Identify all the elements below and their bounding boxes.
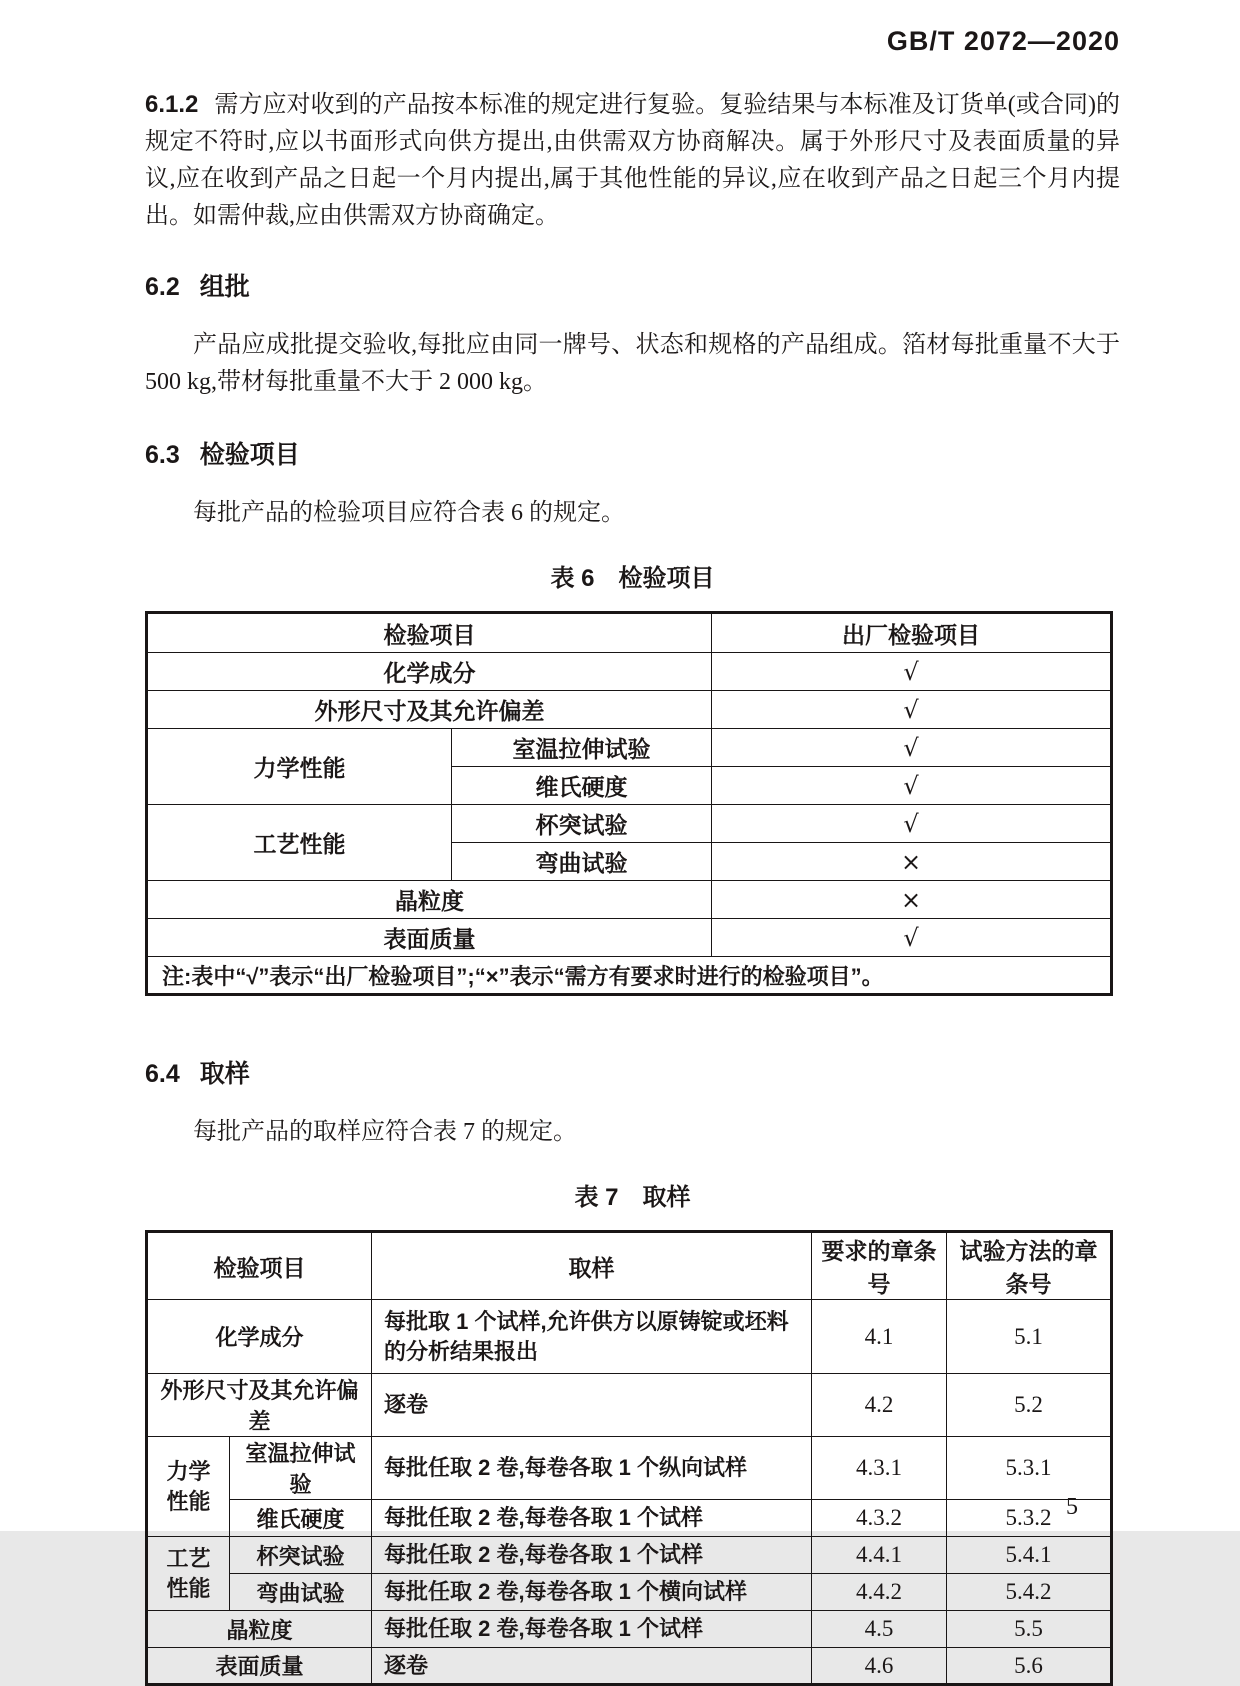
requirement-ref-cell: 4.1 xyxy=(812,1300,947,1374)
item-cell: 表面质量 xyxy=(147,1648,372,1685)
sampling-cell: 每批任取 2 卷,每卷各取 1 个试样 xyxy=(372,1537,812,1574)
table-row xyxy=(147,919,1112,957)
mark-cell: √ xyxy=(712,691,1112,729)
item-cell: 外形尺寸及其允许偏差 xyxy=(147,1374,372,1437)
heading-6-2 xyxy=(145,267,1120,303)
item-cell: 维氏硬度 xyxy=(230,1500,372,1537)
mark-cell: √ xyxy=(712,729,1112,767)
mark-cell: √ xyxy=(712,653,1112,691)
requirement-ref-cell: 4.5 xyxy=(812,1611,947,1648)
clause-title: 组批 xyxy=(199,273,250,301)
item-cell: 晶粒度 xyxy=(147,1611,372,1648)
mark-cell: √ xyxy=(712,767,1112,805)
group-cell: 工艺性能 xyxy=(147,805,452,881)
item-cell: 维氏硬度 xyxy=(452,767,712,805)
item-cell: 杯突试验 xyxy=(452,805,712,843)
item-cell: 室温拉伸试验 xyxy=(452,729,712,767)
table7-caption: 表 7 取样 xyxy=(574,1184,691,1211)
sampling-cell: 逐卷 xyxy=(372,1374,812,1437)
clause-6-1-2 xyxy=(145,86,1120,235)
clause-number: 6.4 xyxy=(145,1060,180,1088)
clause-6-2-body: 产品应成批提交验收,每批应由同一牌号、状态和规格的产品组成。箔材每批重量不大于 500 kg,带材每批重量不大于 2 000 kg。 xyxy=(145,332,1120,395)
heading-6-4 xyxy=(145,1054,1120,1090)
mark-cell: √ xyxy=(712,805,1112,843)
mark-cell: × xyxy=(712,881,1112,919)
col-header-item: 检验项目 xyxy=(147,1232,372,1300)
page-number: 5 xyxy=(1066,1494,1078,1520)
clause-number: 6.2 xyxy=(145,273,180,301)
clause-number: 6.1.2 xyxy=(145,91,199,118)
requirement-ref-cell: 4.4.1 xyxy=(812,1537,947,1574)
sampling-cell: 每批任取 2 卷,每卷各取 1 个试样 xyxy=(372,1611,812,1648)
method-ref-cell: 5.1 xyxy=(947,1300,1112,1374)
table-note: 注:表中“√”表示“出厂检验项目”;“×”表示“需方有要求时进行的检验项目”。 xyxy=(147,957,1112,995)
clause-6-3-body: 每批产品的检验项目应符合表 6 的规定。 xyxy=(193,500,625,526)
sampling-cell: 每批取 1 个试样,允许供方以原铸锭或坯料的分析结果报出 xyxy=(372,1300,812,1374)
table-6-inspection-items xyxy=(145,611,1113,996)
requirement-ref-cell: 4.3.1 xyxy=(812,1437,947,1500)
table-row xyxy=(147,805,1112,843)
group-cell: 工艺性能 xyxy=(147,1537,230,1611)
method-ref-cell: 5.6 xyxy=(947,1648,1112,1685)
clause-title: 取样 xyxy=(199,1060,250,1088)
table-row xyxy=(147,1500,1112,1537)
group-cell: 力学性能 xyxy=(147,1437,230,1537)
method-ref-cell: 5.3.2 xyxy=(947,1500,1112,1537)
col-header-method: 试验方法的章条号 xyxy=(947,1232,1112,1300)
item-cell: 弯曲试验 xyxy=(452,843,712,881)
sampling-cell: 逐卷 xyxy=(372,1648,812,1685)
col-header-item: 检验项目 xyxy=(147,613,712,653)
method-ref-cell: 5.4.2 xyxy=(947,1574,1112,1611)
col-header-requirement: 要求的章条号 xyxy=(812,1232,947,1300)
clause-title: 检验项目 xyxy=(199,441,300,469)
method-ref-cell: 5.5 xyxy=(947,1611,1112,1648)
requirement-ref-cell: 4.3.2 xyxy=(812,1500,947,1537)
table-row xyxy=(147,691,1112,729)
col-header-factory: 出厂检验项目 xyxy=(712,613,1112,653)
table-row xyxy=(147,1537,1112,1574)
table-row xyxy=(147,729,1112,767)
item-cell: 晶粒度 xyxy=(147,881,712,919)
sampling-cell: 每批任取 2 卷,每卷各取 1 个试样 xyxy=(372,1500,812,1537)
mark-cell: × xyxy=(712,843,1112,881)
sampling-cell: 每批任取 2 卷,每卷各取 1 个横向试样 xyxy=(372,1574,812,1611)
clause-number: 6.3 xyxy=(145,441,180,469)
heading-6-3 xyxy=(145,435,1120,471)
table-row xyxy=(147,881,1112,919)
table-row xyxy=(147,1300,1112,1374)
item-cell: 外形尺寸及其允许偏差 xyxy=(147,691,712,729)
item-cell: 表面质量 xyxy=(147,919,712,957)
requirement-ref-cell: 4.2 xyxy=(812,1374,947,1437)
mark-cell: √ xyxy=(712,919,1112,957)
requirement-ref-cell: 4.6 xyxy=(812,1648,947,1685)
method-ref-cell: 5.2 xyxy=(947,1374,1112,1437)
table-row xyxy=(147,1437,1112,1500)
method-ref-cell: 5.3.1 xyxy=(947,1437,1112,1500)
method-ref-cell: 5.4.1 xyxy=(947,1537,1112,1574)
table-header-row xyxy=(147,613,1112,653)
table-note-row xyxy=(147,957,1112,995)
standard-number: GB/T 2072—2020 xyxy=(886,26,1120,56)
sampling-cell: 每批任取 2 卷,每卷各取 1 个纵向试样 xyxy=(372,1437,812,1500)
table-row xyxy=(147,1574,1112,1611)
table-7-sampling xyxy=(145,1230,1113,1686)
table-row xyxy=(147,1648,1112,1685)
table-row xyxy=(147,653,1112,691)
table-header-row xyxy=(147,1232,1112,1300)
page-header xyxy=(145,26,1120,60)
col-header-sampling: 取样 xyxy=(372,1232,812,1300)
item-cell: 化学成分 xyxy=(147,653,712,691)
table6-caption: 表 6 检验项目 xyxy=(550,565,715,592)
group-cell: 力学性能 xyxy=(147,729,452,805)
item-cell: 弯曲试验 xyxy=(230,1574,372,1611)
clause-6-4-body: 每批产品的取样应符合表 7 的规定。 xyxy=(193,1119,577,1145)
requirement-ref-cell: 4.4.2 xyxy=(812,1574,947,1611)
item-cell: 杯突试验 xyxy=(230,1537,372,1574)
table-row xyxy=(147,1611,1112,1648)
table-row xyxy=(147,1374,1112,1437)
item-cell: 室温拉伸试验 xyxy=(230,1437,372,1500)
clause-body: 需方应对收到的产品按本标准的规定进行复验。复验结果与本标准及订货单(或合同)的规定不符时,应以书面形式向供方提出,由供需双方协商解决。属于外形尺寸及表面质量的异议,应在收到产品之日起一个月内提出,属于其他性能的异议,应在收到产品之日起三个月内提出。如需仲裁,应由供需双方协商确定。 xyxy=(145,92,1120,229)
item-cell: 化学成分 xyxy=(147,1300,372,1374)
